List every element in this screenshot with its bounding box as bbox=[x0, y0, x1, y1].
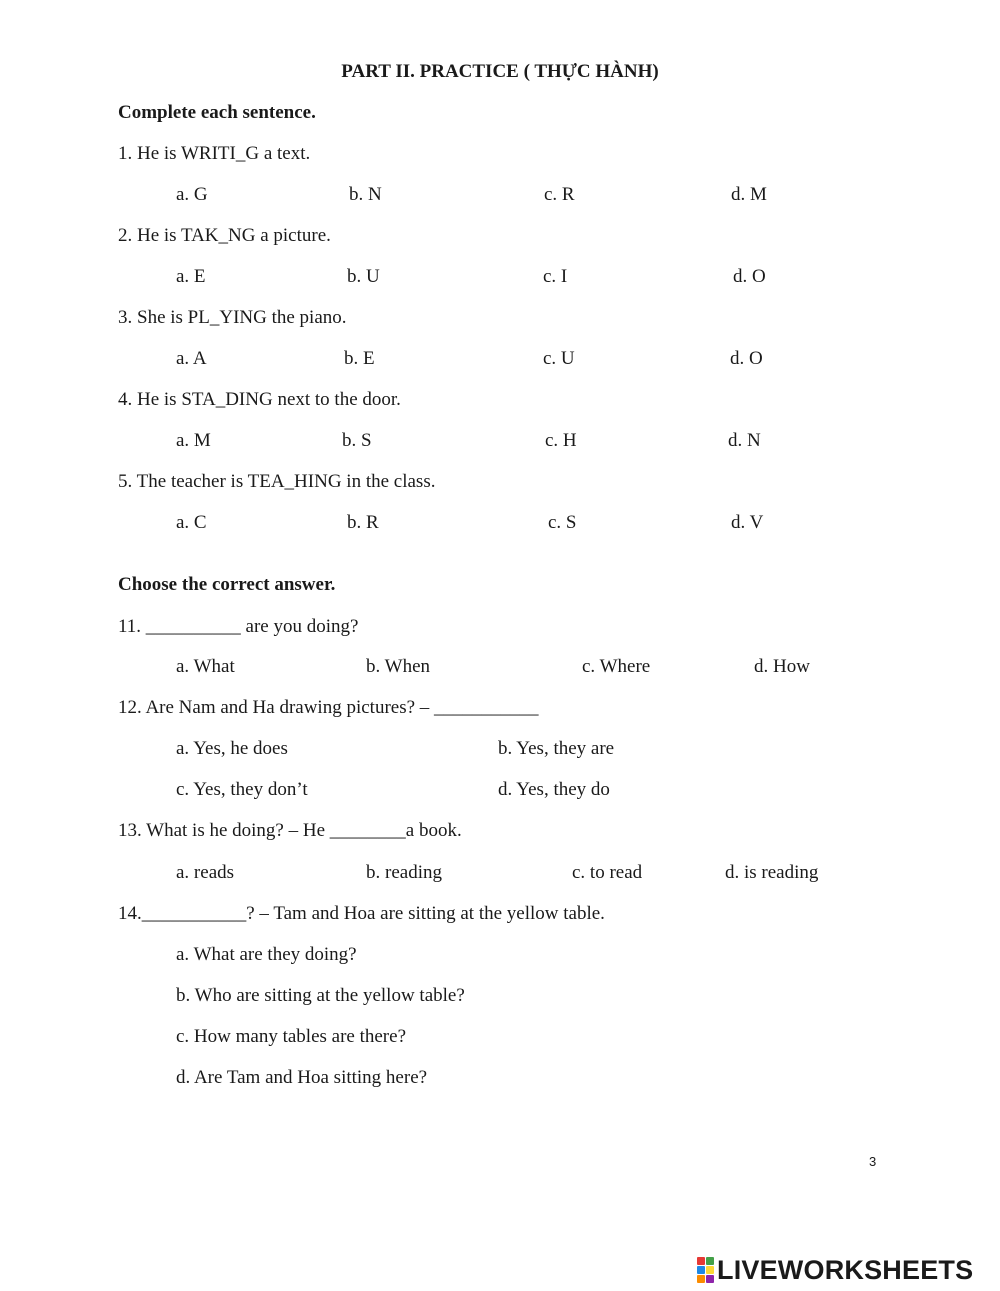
option-1c[interactable]: c. R bbox=[544, 184, 575, 205]
option-2a[interactable]: a. E bbox=[176, 266, 206, 287]
option-5c[interactable]: c. S bbox=[548, 512, 577, 533]
option-1a[interactable]: a. G bbox=[176, 184, 208, 205]
option-12d[interactable]: d. Yes, they do bbox=[498, 779, 610, 800]
logo-block bbox=[706, 1266, 714, 1274]
option-11a[interactable]: a. What bbox=[176, 656, 235, 677]
option-12b[interactable]: b. Yes, they are bbox=[498, 738, 615, 759]
logo-blocks-icon bbox=[697, 1257, 714, 1283]
option-3b[interactable]: b. E bbox=[344, 348, 375, 369]
option-4a[interactable]: a. M bbox=[176, 430, 211, 451]
logo-block bbox=[706, 1257, 714, 1265]
option-4d[interactable]: d. N bbox=[728, 430, 761, 451]
question-2: 2. He is TAK_NG a picture. bbox=[118, 225, 331, 246]
option-13d[interactable]: d. is reading bbox=[725, 862, 819, 883]
option-12a[interactable]: a. Yes, he does bbox=[176, 738, 288, 759]
page-title: PART II. PRACTICE ( THỰC HÀNH) bbox=[341, 61, 659, 82]
logo-text: LIVEWORKSHEETS bbox=[717, 1254, 974, 1285]
option-11d[interactable]: d. How bbox=[754, 656, 810, 677]
option-14a[interactable]: a. What are they doing? bbox=[176, 944, 357, 965]
section-heading-choose: Choose the correct answer. bbox=[118, 574, 336, 595]
option-2c[interactable]: c. I bbox=[543, 266, 568, 287]
option-13b[interactable]: b. reading bbox=[366, 862, 442, 883]
question-13: 13. What is he doing? – He ________a book. bbox=[118, 820, 462, 841]
page-number: 3 bbox=[869, 1154, 877, 1169]
option-4b[interactable]: b. S bbox=[342, 430, 372, 451]
liveworksheets-logo bbox=[697, 1254, 973, 1286]
option-5b[interactable]: b. R bbox=[347, 512, 379, 533]
question-3: 3. She is PL_YING the piano. bbox=[118, 307, 347, 328]
option-2d[interactable]: d. O bbox=[733, 266, 766, 287]
option-11c[interactable]: c. Where bbox=[582, 656, 651, 677]
logo-block bbox=[697, 1275, 705, 1283]
option-5d[interactable]: d. V bbox=[731, 512, 764, 533]
option-13c[interactable]: c. to read bbox=[572, 862, 643, 883]
option-4c[interactable]: c. H bbox=[545, 430, 577, 451]
option-13a[interactable]: a. reads bbox=[176, 862, 235, 883]
option-14c[interactable]: c. How many tables are there? bbox=[176, 1026, 407, 1047]
option-1b[interactable]: b. N bbox=[349, 184, 382, 205]
logo-block bbox=[706, 1275, 714, 1283]
question-12: 12. Are Nam and Ha drawing pictures? – ___________ bbox=[118, 697, 539, 718]
option-12c[interactable]: c. Yes, they don’t bbox=[176, 779, 308, 800]
option-1d[interactable]: d. M bbox=[731, 184, 767, 205]
option-11b[interactable]: b. When bbox=[366, 656, 431, 677]
option-14b[interactable]: b. Who are sitting at the yellow table? bbox=[176, 985, 465, 1006]
option-3a[interactable]: a. A bbox=[176, 348, 207, 369]
question-1: 1. He is WRITI_G a text. bbox=[118, 143, 311, 164]
option-2b[interactable]: b. U bbox=[347, 266, 380, 287]
question-11: 11. __________ are you doing? bbox=[118, 616, 359, 637]
section-heading-complete: Complete each sentence. bbox=[118, 102, 316, 123]
question-4: 4. He is STA_DING next to the door. bbox=[118, 389, 401, 410]
question-5: 5. The teacher is TEA_HING in the class. bbox=[118, 471, 436, 492]
option-3d[interactable]: d. O bbox=[730, 348, 763, 369]
option-5a[interactable]: a. C bbox=[176, 512, 207, 533]
logo-block bbox=[697, 1257, 705, 1265]
option-3c[interactable]: c. U bbox=[543, 348, 575, 369]
question-14: 14.___________? – Tam and Hoa are sitting at the yellow table. bbox=[118, 903, 605, 924]
option-14d[interactable]: d. Are Tam and Hoa sitting here? bbox=[176, 1067, 428, 1088]
logo-block bbox=[697, 1266, 705, 1274]
